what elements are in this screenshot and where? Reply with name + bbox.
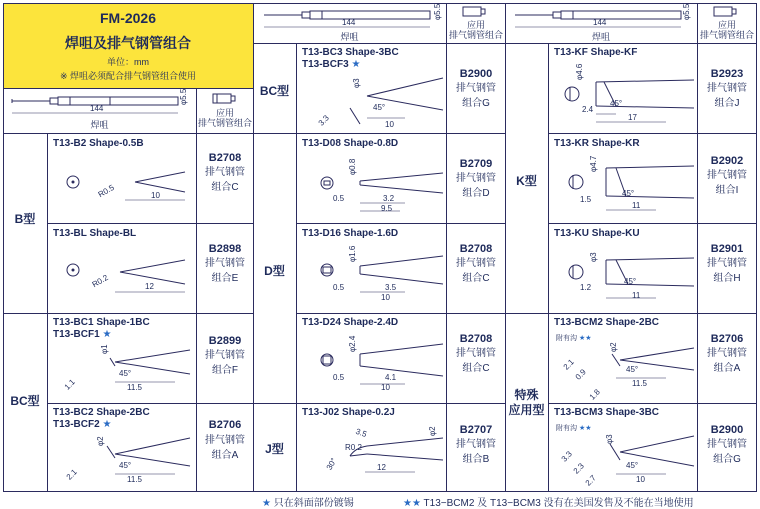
svg-text:144: 144 bbox=[90, 104, 104, 113]
tip-drawing-bc1 bbox=[55, 342, 195, 397]
pipe-b2: 排气钢管 bbox=[205, 167, 245, 178]
svg-text:2.7: 2.7 bbox=[583, 473, 598, 488]
svg-text:3.2: 3.2 bbox=[383, 194, 395, 203]
pipe-bc3: 排气钢管 bbox=[456, 83, 496, 94]
tip-drawing-bcm2 bbox=[556, 340, 696, 400]
tip-reference-drawing-2 bbox=[262, 3, 442, 32]
svg-text:0.9: 0.9 bbox=[573, 367, 588, 382]
tip-drawing-j02 bbox=[305, 420, 445, 480]
svg-text:2.1: 2.1 bbox=[64, 467, 79, 482]
svg-text:φ2: φ2 bbox=[428, 426, 437, 436]
tip-drawing-d08 bbox=[305, 155, 445, 215]
svg-text:3.5: 3.5 bbox=[354, 426, 368, 440]
tip-label-3: 焊咀 bbox=[591, 32, 610, 42]
svg-text:R0.2: R0.2 bbox=[90, 272, 110, 290]
svg-text:R0.2: R0.2 bbox=[345, 443, 362, 452]
code-bc2: B2706 bbox=[208, 419, 242, 431]
tip-reference-drawing bbox=[10, 88, 190, 118]
tip-name2-bc1: T13-BCF1 ★ bbox=[53, 329, 112, 340]
svg-text:φ2: φ2 bbox=[609, 342, 618, 352]
svg-text:11: 11 bbox=[632, 201, 641, 210]
footer-note-1: ★ 只在斜面部份镀锡 bbox=[262, 498, 354, 509]
svg-text:φ2.4: φ2.4 bbox=[348, 335, 357, 352]
code-kr: B2902 bbox=[710, 155, 744, 167]
pipe-icon-3 bbox=[713, 5, 737, 19]
code-b2: B2708 bbox=[208, 152, 242, 164]
pipe-kf: 排气钢管 bbox=[707, 83, 747, 94]
svg-text:3.3: 3.3 bbox=[559, 449, 574, 464]
tip-name-bc2: T13-BC2 Shape-2BC bbox=[53, 407, 150, 418]
pipe-d16: 排气钢管 bbox=[456, 258, 496, 269]
code-d16: B2708 bbox=[459, 243, 493, 255]
svg-text:0.5: 0.5 bbox=[333, 194, 345, 203]
type-bc-left: BC型 bbox=[10, 394, 40, 408]
svg-text:R0.5: R0.5 bbox=[96, 182, 116, 200]
tip-name-bc1: T13-BC1 Shape-1BC bbox=[53, 317, 150, 328]
code-ku: B2901 bbox=[710, 243, 744, 255]
svg-text:2.1: 2.1 bbox=[561, 357, 576, 372]
tip-name-b2: T13-B2 Shape-0.5B bbox=[53, 138, 144, 149]
type-special: 特殊 应用型 bbox=[508, 388, 545, 417]
pipe-d24: 排气钢管 bbox=[456, 348, 496, 359]
svg-text:144: 144 bbox=[342, 18, 356, 27]
svg-text:11.5: 11.5 bbox=[632, 379, 647, 388]
group-d16: 组合C bbox=[462, 273, 490, 284]
pipe-bc1: 排气钢管 bbox=[205, 350, 245, 361]
svg-text:10: 10 bbox=[151, 191, 160, 200]
code-d08: B2709 bbox=[459, 158, 493, 170]
code-bcm2: B2706 bbox=[710, 333, 744, 345]
svg-text:3.5: 3.5 bbox=[385, 283, 397, 292]
tip-name-bc3: T13-BC3 Shape-3BC bbox=[302, 47, 399, 58]
unit-label: 单位：mm bbox=[107, 57, 149, 67]
tip-name-d16: T13-D16 Shape-1.6D bbox=[302, 228, 399, 239]
tip-drawing-bl bbox=[55, 250, 195, 300]
pipe-d08: 排气钢管 bbox=[456, 173, 496, 184]
svg-text:φ5.5: φ5.5 bbox=[682, 3, 691, 20]
svg-text:3.3: 3.3 bbox=[316, 113, 331, 128]
svg-text:11: 11 bbox=[632, 291, 641, 300]
group-kr: 组合I bbox=[715, 185, 739, 196]
star-icon: ★ bbox=[262, 498, 271, 509]
svg-text:1.5: 1.5 bbox=[580, 195, 592, 204]
tip-drawing-ku bbox=[556, 242, 696, 304]
pipe-j02: 排气钢管 bbox=[456, 439, 496, 450]
tip-drawing-bcm3 bbox=[556, 430, 696, 488]
tip-name-kf: T13-KF Shape-KF bbox=[554, 47, 638, 58]
svg-text:2.3: 2.3 bbox=[571, 461, 586, 476]
tip-name-bl: T13-BL Shape-BL bbox=[53, 228, 137, 239]
code-bc1: B2899 bbox=[208, 335, 242, 347]
tip-drawing-kr bbox=[556, 152, 696, 218]
pipe-label-3: 应用 排气钢管组合 bbox=[699, 20, 754, 40]
group-d08: 组合D bbox=[462, 188, 490, 199]
tip-name2-bc2: T13-BCF2 ★ bbox=[53, 419, 112, 430]
svg-text:1.2: 1.2 bbox=[580, 283, 592, 292]
group-kf: 组合J bbox=[714, 98, 740, 109]
pipe-label: 应用 排气钢管组合 bbox=[197, 108, 252, 128]
pipe-bcm3: 排气钢管 bbox=[707, 439, 747, 450]
tip-label: 焊咀 bbox=[90, 120, 109, 130]
pipe-bc2: 排气钢管 bbox=[205, 435, 245, 446]
svg-text:φ1.6: φ1.6 bbox=[348, 245, 357, 262]
svg-text:144: 144 bbox=[593, 18, 607, 27]
tip-reference-drawing-3 bbox=[513, 3, 693, 32]
group-bcm2: 组合A bbox=[713, 363, 741, 374]
svg-text:9.5: 9.5 bbox=[381, 204, 393, 213]
svg-text:φ4.7: φ4.7 bbox=[589, 155, 598, 172]
svg-text:φ5.5: φ5.5 bbox=[179, 88, 188, 105]
svg-text:45°: 45° bbox=[610, 99, 623, 108]
pipe-bcm2: 排气钢管 bbox=[707, 348, 747, 359]
tip-drawing-b2 bbox=[55, 160, 195, 210]
footer-note-2: ★★ T13−BCM2 及 T13−BCM3 没有在美国发售及不能在当地使用 bbox=[403, 498, 694, 509]
tip-name-kr: T13-KR Shape-KR bbox=[554, 138, 640, 149]
double-star-icon: ★★ bbox=[403, 498, 421, 509]
svg-text:φ3: φ3 bbox=[352, 78, 361, 88]
tip-name-d24: T13-D24 Shape-2.4D bbox=[302, 317, 399, 328]
tip-name-bcm3: T13-BCM3 Shape-3BC bbox=[554, 407, 660, 418]
type-k: K型 bbox=[516, 174, 537, 188]
page-title: 焊咀及排气钢管组合 bbox=[65, 35, 191, 51]
svg-text:45°: 45° bbox=[626, 365, 639, 374]
svg-text:17: 17 bbox=[628, 113, 637, 122]
svg-text:4.1: 4.1 bbox=[385, 373, 397, 382]
pipe-icon bbox=[212, 92, 236, 106]
code-bl: B2898 bbox=[208, 243, 242, 255]
type-bc-mid: BC型 bbox=[259, 84, 290, 98]
svg-text:φ0.8: φ0.8 bbox=[348, 158, 357, 175]
group-bl: 组合E bbox=[211, 273, 239, 284]
svg-text:10: 10 bbox=[381, 293, 390, 302]
svg-text:11.5: 11.5 bbox=[127, 475, 142, 484]
pipe-ku: 排气钢管 bbox=[707, 258, 747, 269]
type-d: D型 bbox=[264, 264, 285, 278]
tip-name-d08: T13-D08 Shape-0.8D bbox=[302, 138, 399, 149]
code-j02: B2707 bbox=[459, 424, 493, 436]
tip-name-ku: T13-KU Shape-KU bbox=[554, 228, 640, 239]
svg-text:φ2: φ2 bbox=[96, 436, 105, 446]
svg-text:φ5.5: φ5.5 bbox=[433, 3, 442, 20]
pipe-icon-2 bbox=[462, 5, 486, 19]
group-bc1: 组合F bbox=[211, 365, 239, 376]
svg-text:2.4: 2.4 bbox=[582, 105, 594, 114]
tip-drawing-bc3 bbox=[305, 72, 445, 130]
group-ku: 组合H bbox=[713, 273, 741, 284]
svg-text:45°: 45° bbox=[624, 277, 637, 286]
svg-text:φ4.6: φ4.6 bbox=[575, 63, 584, 80]
type-b: B型 bbox=[14, 212, 36, 226]
svg-text:10: 10 bbox=[381, 383, 390, 392]
tip-drawing-kf bbox=[556, 62, 696, 130]
group-d24: 组合C bbox=[462, 363, 490, 374]
svg-text:10: 10 bbox=[385, 120, 394, 129]
tip-name2-bc3: T13-BCF3 ★ bbox=[302, 59, 361, 70]
code-bc3: B2900 bbox=[459, 68, 493, 80]
tip-drawing-d24 bbox=[305, 332, 445, 392]
tag-bcm2: 附有沟 ★★ bbox=[556, 335, 592, 342]
svg-text:45°: 45° bbox=[373, 103, 386, 112]
pipe-bl: 排气钢管 bbox=[205, 258, 245, 269]
group-b2: 组合C bbox=[211, 182, 239, 193]
svg-text:11.5: 11.5 bbox=[127, 383, 142, 392]
type-j: J型 bbox=[265, 442, 284, 456]
svg-text:10: 10 bbox=[636, 475, 645, 484]
svg-text:1.1: 1.1 bbox=[62, 377, 77, 392]
code-bcm3: B2900 bbox=[710, 424, 744, 436]
tip-drawing-bc2 bbox=[55, 432, 195, 487]
tip-name-bcm2: T13-BCM2 Shape-2BC bbox=[554, 317, 660, 328]
tip-drawing-d16 bbox=[305, 242, 445, 302]
pipe-label-2: 应用 排气钢管组合 bbox=[448, 20, 503, 40]
svg-text:1.8: 1.8 bbox=[587, 387, 602, 402]
group-j02: 组合B bbox=[462, 454, 490, 465]
pipe-kr: 排气钢管 bbox=[707, 170, 747, 181]
svg-text:φ1: φ1 bbox=[100, 344, 109, 354]
group-bc3: 组合G bbox=[462, 98, 490, 109]
svg-text:0.5: 0.5 bbox=[333, 283, 345, 292]
code-kf: B2923 bbox=[710, 68, 744, 80]
svg-text:φ3: φ3 bbox=[589, 252, 598, 262]
model-title: FM-2026 bbox=[99, 10, 157, 26]
svg-text:12: 12 bbox=[377, 463, 386, 472]
svg-text:φ3: φ3 bbox=[605, 434, 614, 444]
svg-text:45°: 45° bbox=[119, 369, 132, 378]
svg-text:45°: 45° bbox=[622, 189, 635, 198]
code-d24: B2708 bbox=[459, 333, 493, 345]
group-bcm3: 组合G bbox=[713, 454, 741, 465]
tag-bcm3: 附有沟 ★★ bbox=[556, 425, 592, 432]
header-note: ※ 焊咀必须配合排气钢管组合使用 bbox=[59, 71, 197, 81]
tip-name-j02: T13-J02 Shape-0.2J bbox=[302, 407, 395, 418]
svg-text:12: 12 bbox=[145, 282, 154, 291]
group-bc2: 组合A bbox=[211, 450, 239, 461]
svg-text:45°: 45° bbox=[626, 461, 639, 470]
svg-text:30°: 30° bbox=[324, 456, 339, 472]
svg-text:0.5: 0.5 bbox=[333, 373, 345, 382]
tip-label-2: 焊咀 bbox=[340, 32, 359, 42]
svg-text:45°: 45° bbox=[119, 461, 132, 470]
